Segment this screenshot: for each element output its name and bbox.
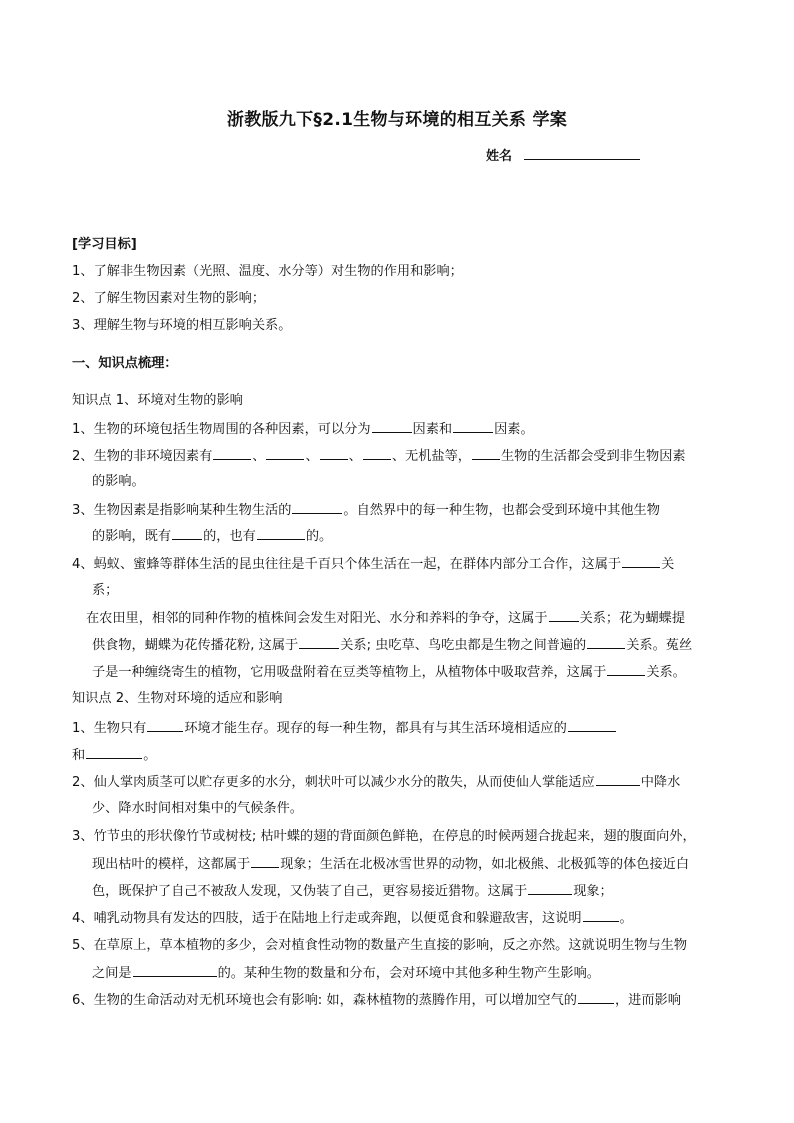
text: 子是一种缠绕寄生的植物，它用吸盘附着在豆类等植物上，从植物体中吸取营养，这属于	[92, 665, 607, 680]
kp1-q1	[72, 420, 534, 439]
page-title: 浙教版九下§2.1生物与环境的相互关系 学案	[226, 110, 568, 130]
text: 4、蚂蚁、蜜蜂等群体生活的昆虫往往是千百只个体生活在一起，在群体内部分工合作，这属于	[72, 557, 622, 572]
kp2-q4	[72, 909, 633, 928]
section-heading: 一、知识点梳理：	[72, 356, 178, 371]
kp1-q2-cont: 的影响。	[92, 474, 145, 489]
text: 关系; 虫吃草、鸟吃虫都是生物之间普遍的	[340, 638, 587, 653]
answer-blank[interactable]	[453, 420, 493, 433]
text: 色，既保护了自己不被敌人发现，又伪装了自己，更容易接近猎物。这属于	[92, 884, 528, 899]
answer-blank[interactable]	[172, 527, 202, 540]
text: 关系。	[646, 665, 686, 680]
text: 的。	[305, 529, 333, 544]
answer-blank[interactable]	[299, 636, 339, 649]
text: 的，也有	[203, 529, 256, 544]
text: 在农田里，相邻的同种作物的植株间会发生对阳光、水分和养料的争夺，这属于	[86, 611, 548, 626]
answer-blank[interactable]	[213, 447, 251, 460]
kp2-q5-cont	[92, 964, 600, 983]
objectives-heading: [学习目标]	[72, 237, 137, 252]
kp1-title: 知识点 1、环境对生物的影响	[72, 393, 243, 408]
text: 、	[252, 449, 266, 464]
name-field	[486, 145, 640, 164]
kp1-q4	[72, 555, 674, 574]
answer-blank[interactable]	[133, 964, 217, 977]
answer-blank[interactable]	[578, 991, 614, 1004]
kp2-q1-cont	[72, 746, 156, 765]
text: 2、仙人掌肉质茎可以贮存更多的水分，刺状叶可以减少水分的散失，从而使仙人掌能适应	[72, 775, 595, 790]
text: 。自然界中的每一种生物，也都会受到环境中其他生物	[343, 503, 660, 518]
text: 现象；生活在北极冰雪世界的动物，如北极熊、北极狐等的体色接近白	[280, 857, 690, 872]
text: 的。某种生物的数量和分布，会对环境中其他多种生物产生影响。	[217, 966, 600, 981]
text: 、	[305, 449, 319, 464]
answer-blank[interactable]	[622, 555, 660, 568]
text: 6、生物的生命活动对无机环境也会有影响: 如，森林植物的蒸腾作用，可以增加空气的	[72, 993, 577, 1008]
answer-blank[interactable]	[363, 447, 391, 460]
kp1-q3-cont	[92, 527, 332, 546]
text: 和	[72, 748, 86, 763]
text: 。	[143, 748, 157, 763]
text: 、	[348, 449, 362, 464]
text: 3、生物因素是指影响某种生物生活的	[72, 503, 292, 518]
kp2-q3-cont	[92, 855, 689, 874]
text: 之间是	[92, 966, 132, 981]
text: 的影响，既有	[92, 529, 172, 544]
text: ，进而影响	[614, 993, 681, 1008]
kp2-q6	[72, 991, 681, 1010]
text: 中降水	[640, 775, 681, 790]
kp1-para-line	[92, 663, 686, 682]
kp2-q3-cont	[92, 882, 613, 901]
text: 环境才能生存。现存的每一种生物，都具有与其生活环境相适应的	[184, 721, 567, 736]
kp1-para-line	[86, 609, 685, 628]
kp2-q5: 5、在草原上，草本植物的多少，会对植食性动物的数量产生直接的影响，反之亦然。这就说明生物与生物	[72, 938, 688, 953]
answer-blank[interactable]	[596, 773, 640, 786]
objective-item: 3、理解生物与环境的相互影响关系。	[72, 318, 292, 333]
answer-blank[interactable]	[583, 909, 619, 922]
answer-blank[interactable]	[568, 719, 616, 732]
objective-item: 1、了解非生物因素（光照、温度、水分等）对生物的作用和影响；	[72, 264, 463, 279]
kp2-q2	[72, 773, 680, 792]
kp2-q3: 3、竹节虫的形状像竹节或树枝; 枯叶蝶的翅的背面颜色鲜艳，在停息的时候两翅合拢起来，翅的腹面向外，	[72, 829, 696, 844]
kp1-q4-cont: 系；	[92, 583, 119, 598]
text: 因素。	[494, 422, 534, 437]
name-blank[interactable]	[524, 147, 640, 160]
kp1-q3	[72, 501, 660, 520]
answer-blank[interactable]	[587, 636, 625, 649]
answer-blank[interactable]	[257, 527, 305, 540]
text: 2、生物的非环境因素有	[72, 449, 213, 464]
text: 1、生物只有	[72, 721, 147, 736]
text: 关	[661, 557, 675, 572]
answer-blank[interactable]	[607, 663, 645, 676]
objective-item: 2、了解生物因素对生物的影响；	[72, 291, 266, 306]
text: 现出枯叶的模样，这都属于	[92, 857, 251, 872]
answer-blank[interactable]	[266, 447, 304, 460]
answer-blank[interactable]	[292, 501, 342, 514]
text: 供食物，蝴蝶为花传播花粉, 这属于	[92, 638, 299, 653]
text: 生物的生活都会受到非生物因素	[500, 449, 686, 464]
answer-blank[interactable]	[86, 746, 142, 759]
answer-blank[interactable]	[528, 882, 572, 895]
answer-blank[interactable]	[251, 855, 279, 868]
kp2-title: 知识点 2、生物对环境的适应和影响	[72, 691, 283, 706]
answer-blank[interactable]	[147, 719, 183, 732]
answer-blank[interactable]	[472, 447, 500, 460]
text: 。	[619, 911, 633, 926]
text: 因素和	[412, 422, 453, 437]
kp2-q2-cont: 少、降水时间相对集中的气候条件。	[92, 801, 303, 816]
kp2-q1	[72, 719, 617, 738]
answer-blank[interactable]	[372, 420, 412, 433]
text: 、无机盐等，	[391, 449, 471, 464]
kp1-q2	[72, 447, 686, 466]
text: 现象；	[573, 884, 613, 899]
text: 4、哺乳动物具有发达的四肢，适于在陆地上行走或奔跑，以便觅食和躲避敌害，这说明	[72, 911, 582, 926]
text: 关系。菟丝	[626, 638, 693, 653]
name-label: 姓名	[486, 149, 513, 164]
answer-blank[interactable]	[549, 609, 579, 622]
text: 1、生物的环境包括生物周围的各种因素，可以分为	[72, 422, 371, 437]
kp1-para-line	[92, 636, 692, 655]
answer-blank[interactable]	[320, 447, 348, 460]
text: 关系；花为蝴蝶提	[579, 611, 686, 626]
